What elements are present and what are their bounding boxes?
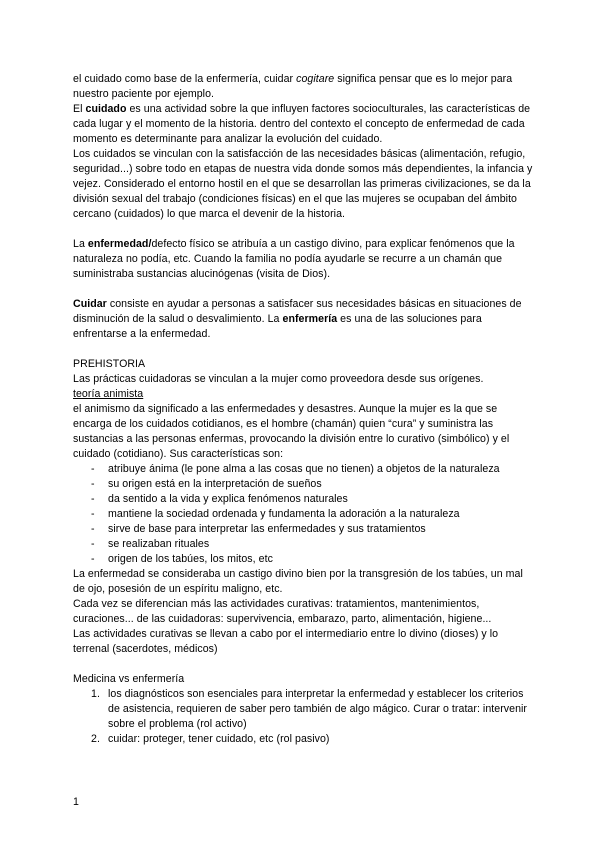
list-item: 1. los diagnósticos son esenciales para interpretar la enfermedad y establecer los criterios de asistencia, requieren de saber pero también de algo mágico. Curar o tratar: intervenir sobre el problema (rol activo) [91,688,528,730]
list-item: - sirve de base para interpretar las enfermedades y sus tratamientos [73,522,533,537]
characteristics-list [73,462,533,567]
subtitle-teoria-animista: teoría animista [73,388,144,400]
paragraph-intermediario: Las actividades curativas se llevan a cabo por el intermediario entre lo divino (dioses) y lo terrenal (sacerdotes, médicos) [73,628,499,655]
paragraph-cuidado: El cuidado es una actividad sobre la que influyen factores socioculturales, las características de cada lugar y el momento de la historia. dentro del contexto el concepto de enfermedad de cada momento es determinante para analizar la evolución del cuidado. [73,103,531,145]
section-title-medicina: Medicina vs enfermería [73,673,185,685]
paragraph-actividades: Cada vez se diferencian más las actividades curativas: tratamientos, mantenimientos, curaciones... de las cuidadoras: supervivencia, embarazo, parto, alimentación, higiene... [73,598,492,625]
paragraph-animismo: el animismo da significado a las enfermedades y desastres. Aunque la mujer es la que se encarga de los cuidados cotidianos, es el hombre (chamán) quien “cura” y suministra las sustancias a las personas enfermas, provocando la división entre lo curativo (simbólico) y el cuidado (cotidiano). Sus características son: [73,403,510,460]
paragraph-cuidar: Cuidar consiste en ayudar a personas a satisfacer sus necesidades básicas en situaciones de disminución de la salud o desvalimiento. La enfermería es una de las soluciones para enfrentarse a la enfermedad. [73,298,522,340]
list-item: - da sentido a la vida y explica fenómenos naturales [73,492,533,507]
paragraph-castigo: La enfermedad se consideraba un castigo divino bien por la transgresión de los tabúes, un mal de ojo, posesión de un espíritu maligno, etc. [73,568,523,595]
paragraph-intro: el cuidado como base de la enfermería, cuidar cogitare significa pensar que es lo mejor para nuestro paciente por ejemplo. [73,73,513,100]
list-item: - se realizaban rituales [73,537,533,552]
paragraph-enfermedad: La enfermedad/defecto físico se atribuía a un castigo divino, para explicar fenómenos que la naturaleza no podía, etc. Cuando la familia no podía ayudarle se recurre a un chamán que suministraba sustancias alucinógenas (visita de Dios). [73,238,515,280]
list-item: - su origen está en la interpretación de sueños [73,477,533,492]
numbered-list [73,687,533,747]
paragraph-practicas: Las prácticas cuidadoras se vinculan a la mujer como proveedora desde sus orígenes. [73,373,484,385]
paragraph-necesidades: Los cuidados se vinculan con la satisfacción de las necesidades básicas (alimentación, refugio, seguridad...) sobre todo en etapas de nuestra vida donde somos más dependientes, la infancia y vejez. Considerado el entorno hostil en el que se desarrollan las primeras civilizaciones, se da la división sexual del trabajo (condiciones físicas) en el que las mujeres se ocupaban del ámbito cercano (cuidados) lo que marca el devenir de la historia. [73,148,533,220]
list-item: - atribuye ánima (le pone alma a las cosas que no tienen) a objetos de la naturaleza [73,462,533,477]
list-item: - mantiene la sociedad ordenada y fundamenta la adoración a la naturaleza [73,507,533,522]
list-item: - origen de los tabúes, los mitos, etc [73,552,533,567]
document-body [73,72,533,747]
list-item: 2. cuidar: proteger, tener cuidado, etc (rol pasivo) [91,733,330,745]
section-title-prehistoria: PREHISTORIA [73,358,146,370]
page-number: 1 [73,796,79,808]
